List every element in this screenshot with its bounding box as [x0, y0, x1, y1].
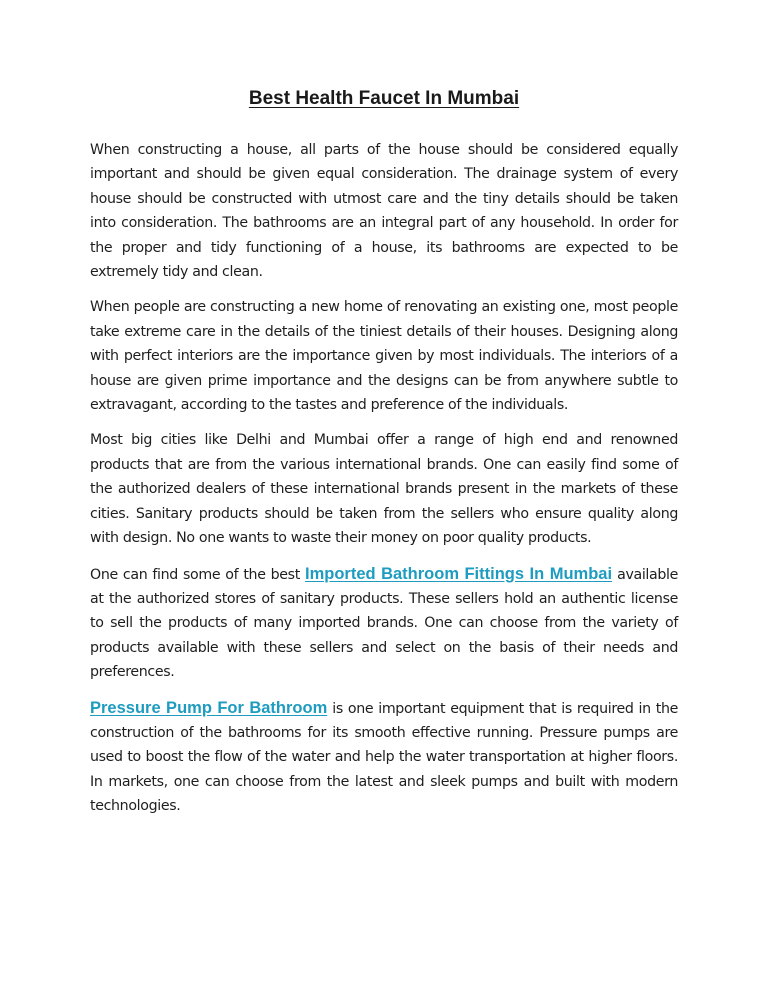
paragraph-5-trailing-text: is one important equipment that is required in the construction of the bathrooms for its smooth effective running. Pressure pumps are used to boost the flow of the water and help the water transportation at higher floors. In markets, one can choose from the latest and sleek pumps and built with modern technologies.	[90, 700, 678, 815]
paragraph-4	[90, 562, 678, 685]
document-title	[90, 88, 678, 110]
paragraph-4-trailing-text: available at the authorized stores of sanitary products. These sellers hold an authentic license to sell the products of many imported brands. One can choose from the variety of products available with these sellers and select on the basis of their needs and preferences.	[90, 566, 678, 681]
paragraph-2: When people are constructing a new home of renovating an existing one, most people take extreme care in the details of the tiniest details of their houses. Designing along with perfect interiors are the importance given by most individuals. The interiors of a house are given prime importance and the designs can be from anywhere subtle to extravagant, according to the tastes and preference of the individuals.	[90, 299, 678, 414]
paragraph-4-lead-text: One can find some of the best	[90, 566, 305, 583]
pressure-pump-link[interactable]: Pressure Pump For Bathroom	[90, 698, 328, 717]
paragraph-3: Most big cities like Delhi and Mumbai offer a range of high end and renowned products that are from the various international brands. One can easily find some of the authorized dealers of these international brands present in the markets of these cities. Sanitary products should be taken from the sellers who ensure quality along with design. No one wants to waste their money on poor quality products.	[90, 432, 678, 547]
document-title-text: Best Health Faucet In Mumbai	[248, 88, 520, 109]
paragraph-1: When constructing a house, all parts of the house should be considered equally important and should be given equal consideration. The drainage system of every house should be constructed with utmost care and the tiny details should be taken into consideration. The bathrooms are an integral part of any household. In order for the proper and tidy functioning of a house, its bathrooms are expected to be extremely tidy and clean.	[90, 142, 678, 281]
imported-bathroom-fittings-link[interactable]: Imported Bathroom Fittings In Mumbai	[305, 564, 613, 583]
paragraph-5	[90, 696, 678, 819]
document-body	[90, 138, 678, 830]
